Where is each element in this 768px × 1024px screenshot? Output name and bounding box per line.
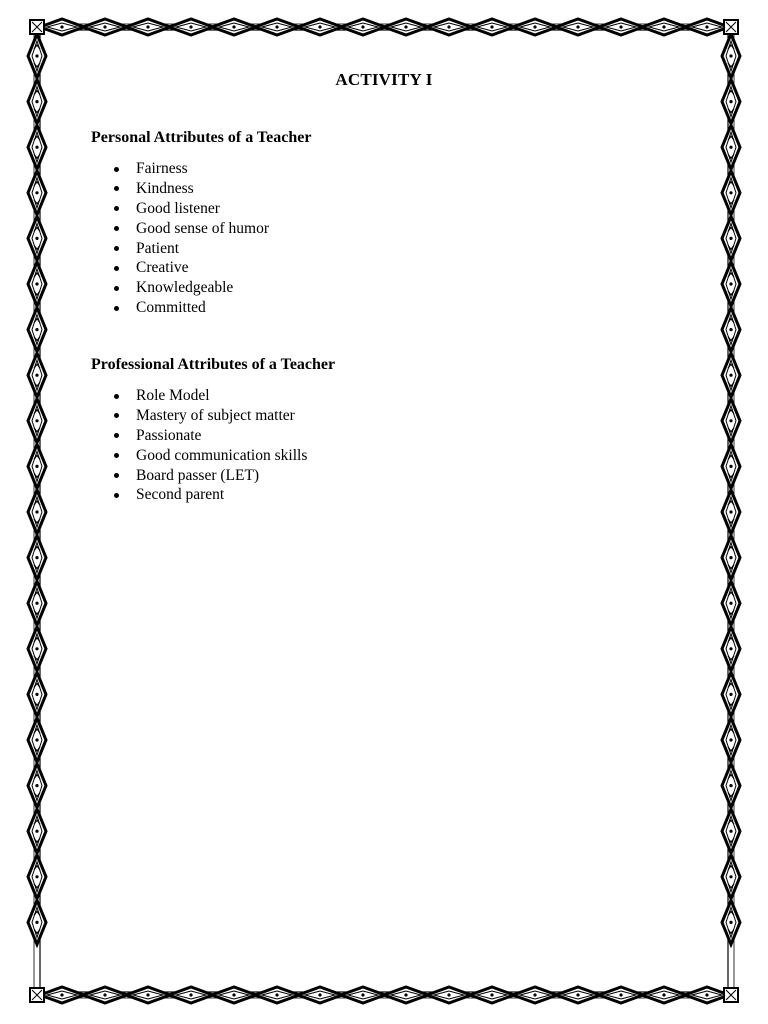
bullet-icon — [114, 226, 119, 231]
bullet-icon — [114, 453, 119, 458]
list-item: Passionate — [112, 426, 307, 446]
list-item: Knowledgeable — [112, 278, 269, 298]
bullet-icon — [114, 206, 119, 211]
list-item: Good communication skills — [112, 446, 307, 466]
bullet-icon — [114, 167, 119, 172]
bullet-icon — [114, 433, 119, 438]
section-heading-professional: Professional Attributes of a Teacher — [91, 356, 336, 373]
bullet-icon — [114, 493, 119, 498]
bullet-icon — [114, 394, 119, 399]
list-item: Fairness — [112, 159, 269, 179]
list-item: Role Model — [112, 386, 307, 406]
list-item: Creative — [112, 258, 269, 278]
personal-attributes-list — [112, 159, 269, 318]
list-item: Patient — [112, 239, 269, 259]
list-item: Good listener — [112, 199, 269, 219]
bullet-icon — [114, 286, 119, 291]
list-item: Mastery of subject matter — [112, 406, 307, 426]
professional-attributes-list — [112, 386, 307, 505]
bullet-icon — [114, 186, 119, 191]
list-item: Board passer (LET) — [112, 466, 307, 486]
section-heading-personal: Personal Attributes of a Teacher — [91, 129, 312, 146]
list-item: Good sense of humor — [112, 219, 269, 239]
list-item: Committed — [112, 298, 269, 318]
bullet-icon — [114, 246, 119, 251]
page-title: ACTIVITY I — [335, 70, 433, 89]
bullet-icon — [114, 306, 119, 311]
list-item: Second parent — [112, 485, 307, 505]
bullet-icon — [114, 413, 119, 418]
list-item: Kindness — [112, 179, 269, 199]
bullet-icon — [114, 266, 119, 271]
bullet-icon — [114, 473, 119, 478]
